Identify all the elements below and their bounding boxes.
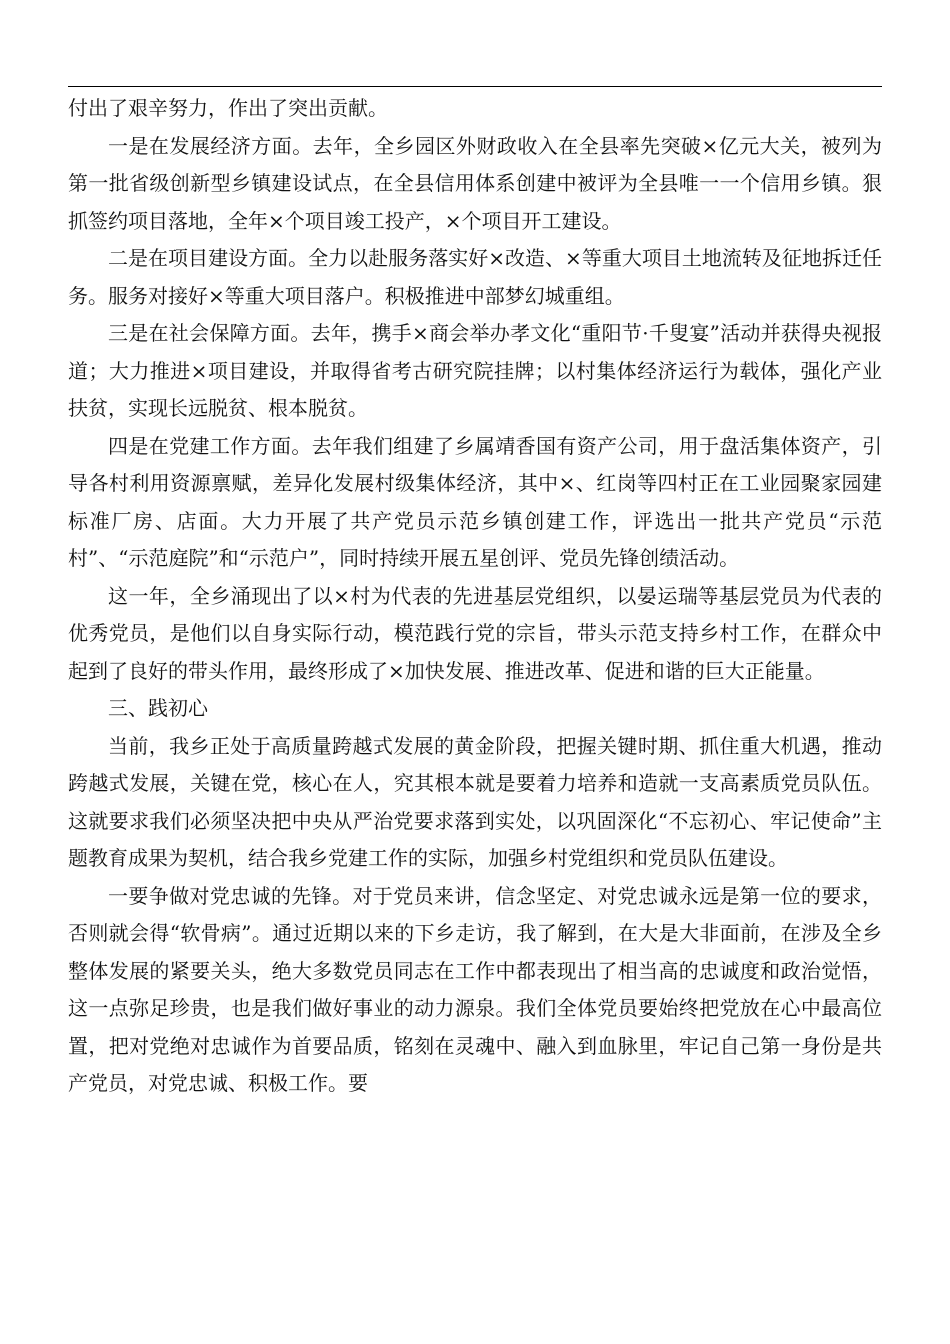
paragraph-social-security: 三是在社会保障方面。去年，携手×商会举办孝文化“重阳节·千叟宴”活动并获得央视报道；大力推进×项目建设，并取得省考古研究院挂牌；以村集体经济运行为载体，强化产业扶贫，实现长远脱贫、根本脱贫。	[68, 321, 882, 420]
paragraph-economy: 一是在发展经济方面。去年，全乡园区外财政收入在全县率先突破×亿元大关，被列为第一批省级创新型乡镇建设试点，在全县信用体系创建中被评为全县唯一一个信用乡镇。狠抓签约项目落地，全年×个项目竣工投产，×个项目开工建设。	[68, 133, 882, 233]
paragraph-current: 当前，我乡正处于高质量跨越式发展的黄金阶段，把握关键时期、抓住重大机遇，推动跨越式发展，关键在党，核心在人，究其根本就是要着力培养和造就一支高素质党员队伍。这就要求我们必须坚决把中央从严治党要求落到实处，以巩固深化“不忘初心、牢记使命”主题教育成果为契机，结合我乡党建工作的实际，加强乡村党组织和党员队伍建设。	[68, 733, 882, 870]
paragraph-party-building: 四是在党建工作方面。去年我们组建了乡属靖香国有资产公司，用于盘活集体资产，引导各村利用资源禀赋，差异化发展村级集体经济，其中×、红岗等四村正在工业园聚家园建标准厂房、店面。大力开展了共产党员示范乡镇创建工作，评选出一批共产党员“示范村”、“示范庭院”和“示范户”，同时持续开展五星创评、党员先锋创绩活动。	[68, 433, 882, 570]
header-rule	[68, 86, 882, 87]
paragraph-projects: 二是在项目建设方面。全力以赴服务落实好×改造、×等重大项目土地流转及征地拆迁任务。服务对接好×等重大项目落户。积极推进中部梦幻城重组。	[68, 246, 882, 308]
paragraph-this-year: 这一年，全乡涌现出了以×村为代表的先进基层党组织，以晏运瑞等基层党员为代表的优秀党员，是他们以自身实际行动，模范践行党的宗旨，带头示范支持乡村工作，在群众中起到了良好的带头作用，最终形成了×加快发展、推进改革、促进和谐的巨大正能量。	[68, 583, 882, 683]
section-heading: 三、践初心	[108, 696, 208, 720]
document-body	[68, 90, 882, 1103]
paragraph-continuation: 付出了艰辛努力，作出了突出贡献。	[68, 96, 388, 120]
paragraph-loyalty: 一要争做对党忠诚的先锋。对于党员来讲，信念坚定、对党忠诚永远是第一位的要求，否则就会得“软骨病”。通过近期以来的下乡走访，我了解到，在大是大非面前，在涉及全乡整体发展的紧要关头，绝大多数党员同志在工作中都表现出了相当高的忠诚度和政治觉悟，这一点弥足珍贵，也是我们做好事业的动力源泉。我们全体党员要始终把党放在心中最高位置，把对党绝对忠诚作为首要品质，铭刻在灵魂中、融入到血脉里，牢记自己第一身份是共产党员，对党忠诚、积极工作。要	[68, 883, 882, 1095]
